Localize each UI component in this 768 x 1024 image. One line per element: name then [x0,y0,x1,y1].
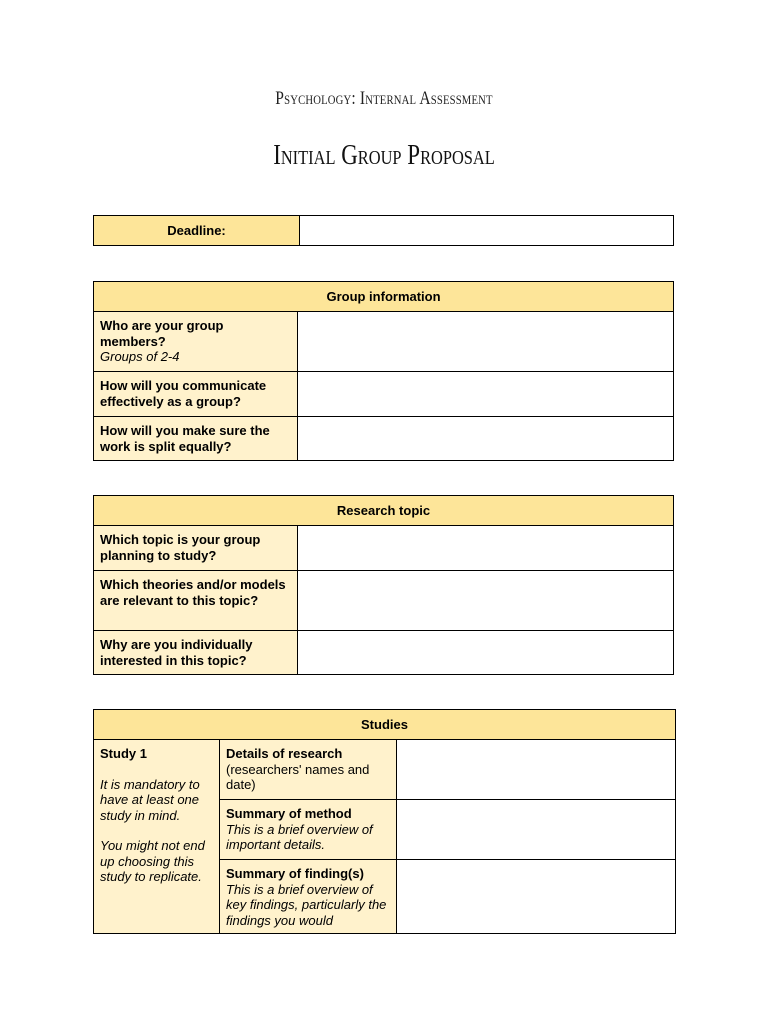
topic-field[interactable] [298,526,674,571]
interest-field[interactable] [298,631,674,675]
summary-of-method-label [220,800,397,860]
details-of-research-label [220,740,397,800]
studies-table [93,709,676,934]
work-split-field[interactable] [298,417,674,461]
research-topic-heading: Research topic [94,496,674,526]
theories-label: Which theories and/or models are relevant to this topic? [94,571,298,631]
details-desc: (researchers' names and date) [226,761,370,792]
group-size-note: Groups of 2-4 [100,349,180,364]
deadline-table [93,215,674,246]
details-title: Details of research [226,746,343,761]
deadline-field[interactable] [300,216,674,246]
study-replicate-note: You might not end up choosing this study to replicate. [100,838,205,884]
findings-title: Summary of finding(s) [226,866,364,881]
method-desc: This is a brief overview of important details. [226,821,373,852]
summary-of-findings-field[interactable] [397,860,676,934]
deadline-label: Deadline: [94,216,300,246]
work-split-label: How will you make sure the work is split equally? [94,417,298,461]
study-1-label: Study 1 [100,746,147,761]
study-1-cell [94,740,220,934]
research-topic-table [93,495,674,675]
findings-desc: This is a brief overview of key findings, particularly the findings you would [226,881,387,928]
theories-field[interactable] [298,571,674,631]
details-of-research-field[interactable] [397,740,676,800]
group-information-table [93,281,674,461]
summary-of-method-field[interactable] [397,800,676,860]
document-title: Initial Group Proposal [273,140,495,171]
summary-of-findings-label [220,860,397,934]
group-members-field[interactable] [298,312,674,372]
studies-heading: Studies [94,710,676,740]
method-title: Summary of method [226,806,352,821]
topic-label: Which topic is your group planning to study? [94,526,298,571]
group-information-heading: Group information [94,282,674,312]
group-members-label [94,312,298,372]
group-members-question: Who are your group members? [100,318,224,349]
communication-label: How will you communicate effectively as a group? [94,372,298,417]
interest-label: Why are you individually interested in this topic? [94,631,298,675]
communication-field[interactable] [298,372,674,417]
document-subtitle: Psychology: Internal Assessment [275,88,493,109]
study-mandatory-note: It is mandatory to have at least one study in mind. [100,776,200,823]
